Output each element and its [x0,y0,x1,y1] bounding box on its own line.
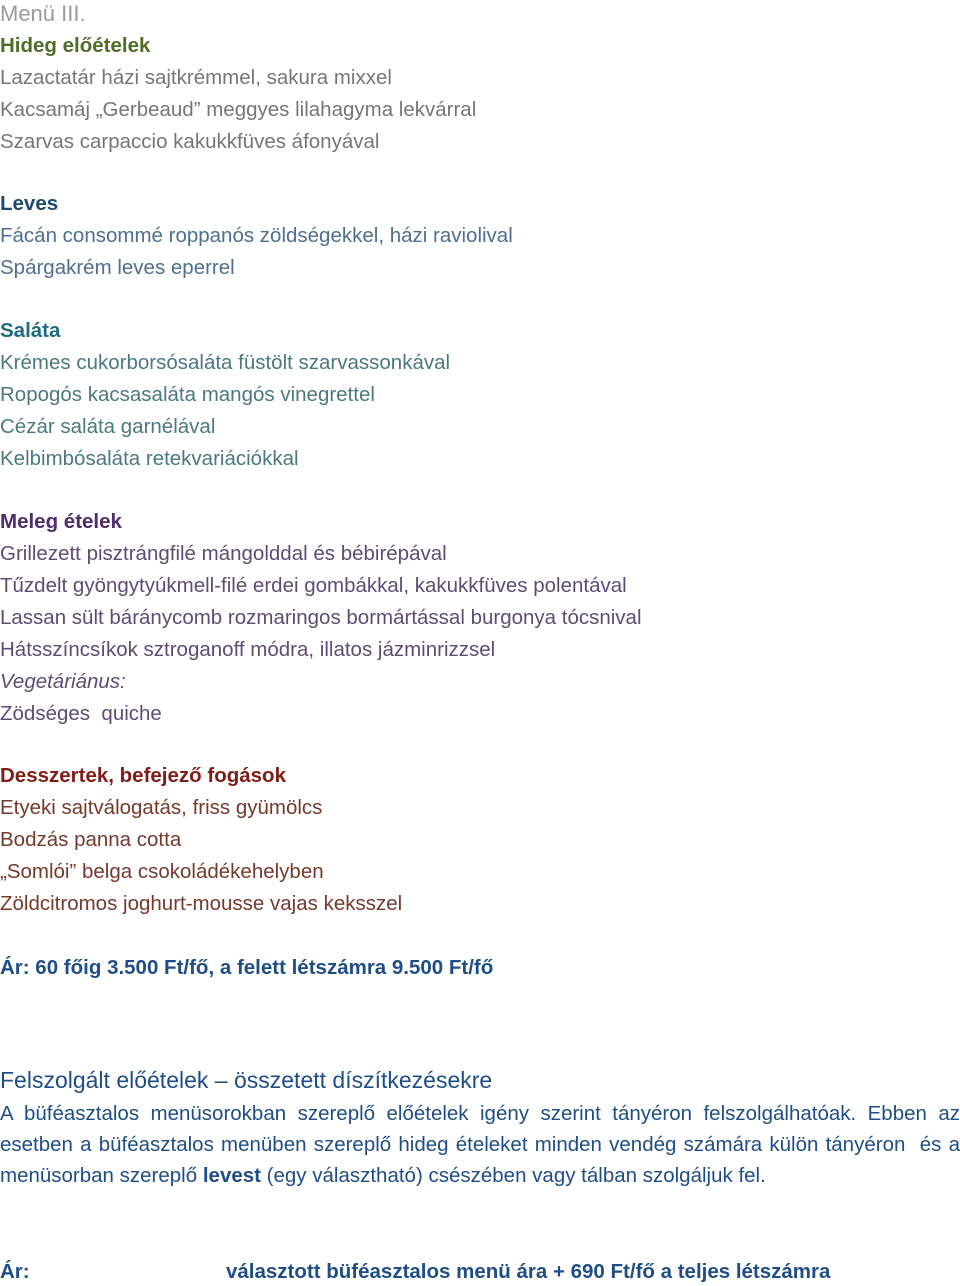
menu-title: Menü III. [0,1,86,26]
dessert-item-2: Bodzás panna cotta [0,828,182,851]
salad-item-4: Kelbimbósaláta retekvariációkkal [0,447,299,470]
served-price-label: Ár: [0,1260,30,1283]
hot-dish-item-1: Grillezett pisztrángfilé mángolddal és bébirépával [0,542,447,565]
salad-item-1: Krémes cukorborsósaláta füstölt szarvassonkával [0,351,451,374]
paragraph-bold-soup: levest [202,1164,261,1187]
cold-starter-item-1: Lazactatár házi sajtkrémmel, sakura mixxel [0,66,392,89]
hot-dish-item-2: Tűzdelt gyöngytyúkmell-filé erdei gombákkal, kakukkfüves polentával [0,574,627,597]
served-starters-paragraph [0,1098,960,1191]
soup-heading: Leves [0,192,59,215]
dessert-item-1: Etyeki sajtválogatás, friss gyümölcs [0,796,323,819]
soup-item-1: Fácán consommé roppanós zöldségekkel, házi raviolival [0,224,513,247]
salad-heading: Saláta [0,319,61,342]
desserts-heading: Desszertek, befejező fogások [0,764,286,787]
vegetarian-item: Zödséges quiche [0,702,162,725]
served-price-value: választott büféasztalos menü ára + 690 Ft/fő a teljes létszámra [226,1260,831,1283]
salad-item-2: Ropogós kacsasaláta mangós vinegrettel [0,383,375,406]
vegetarian-label: Vegetáriánus: [0,670,126,693]
menu-price-line: Ár: 60 főig 3.500 Ft/fő, a felett létszámra 9.500 Ft/fő [0,956,494,979]
paragraph-text-part-2: (egy választható) csészében vagy tálban szolgáljuk fel. [260,1164,766,1187]
cold-starter-item-2: Kacsamáj „Gerbeaud” meggyes lilahagyma lekvárral [0,98,477,121]
cold-starters-heading: Hideg előételek [0,34,151,57]
served-starters-title: Felszolgált előételek – összetett díszítkezésekre [0,1067,493,1093]
hot-dishes-heading: Meleg ételek [0,510,122,533]
dessert-item-3: „Somlói” belga csokoládékehelyben [0,860,324,883]
paragraph-text-part-1: A büféasztalos menüsorokban szereplő előételek igény szerint tányéron felszolgálhatóak. Ebben az esetben a büféasztalos menüben szereplő hideg ételeket minden vendég számára külön tányéron és a menüsorban szereplő [0,1102,960,1187]
salad-item-3: Cézár saláta garnélával [0,415,216,438]
soup-item-2: Spárgakrém leves eperrel [0,256,235,279]
dessert-item-4: Zöldcitromos joghurt-mousse vajas keksszel [0,892,403,915]
cold-starter-item-3: Szarvas carpaccio kakukkfüves áfonyával [0,130,380,153]
hot-dish-item-4: Hátsszíncsíkok sztroganoff módra, illatos jázminrizzsel [0,638,496,661]
hot-dish-item-3: Lassan sült báránycomb rozmaringos bormártással burgonya tócsnival [0,606,642,629]
